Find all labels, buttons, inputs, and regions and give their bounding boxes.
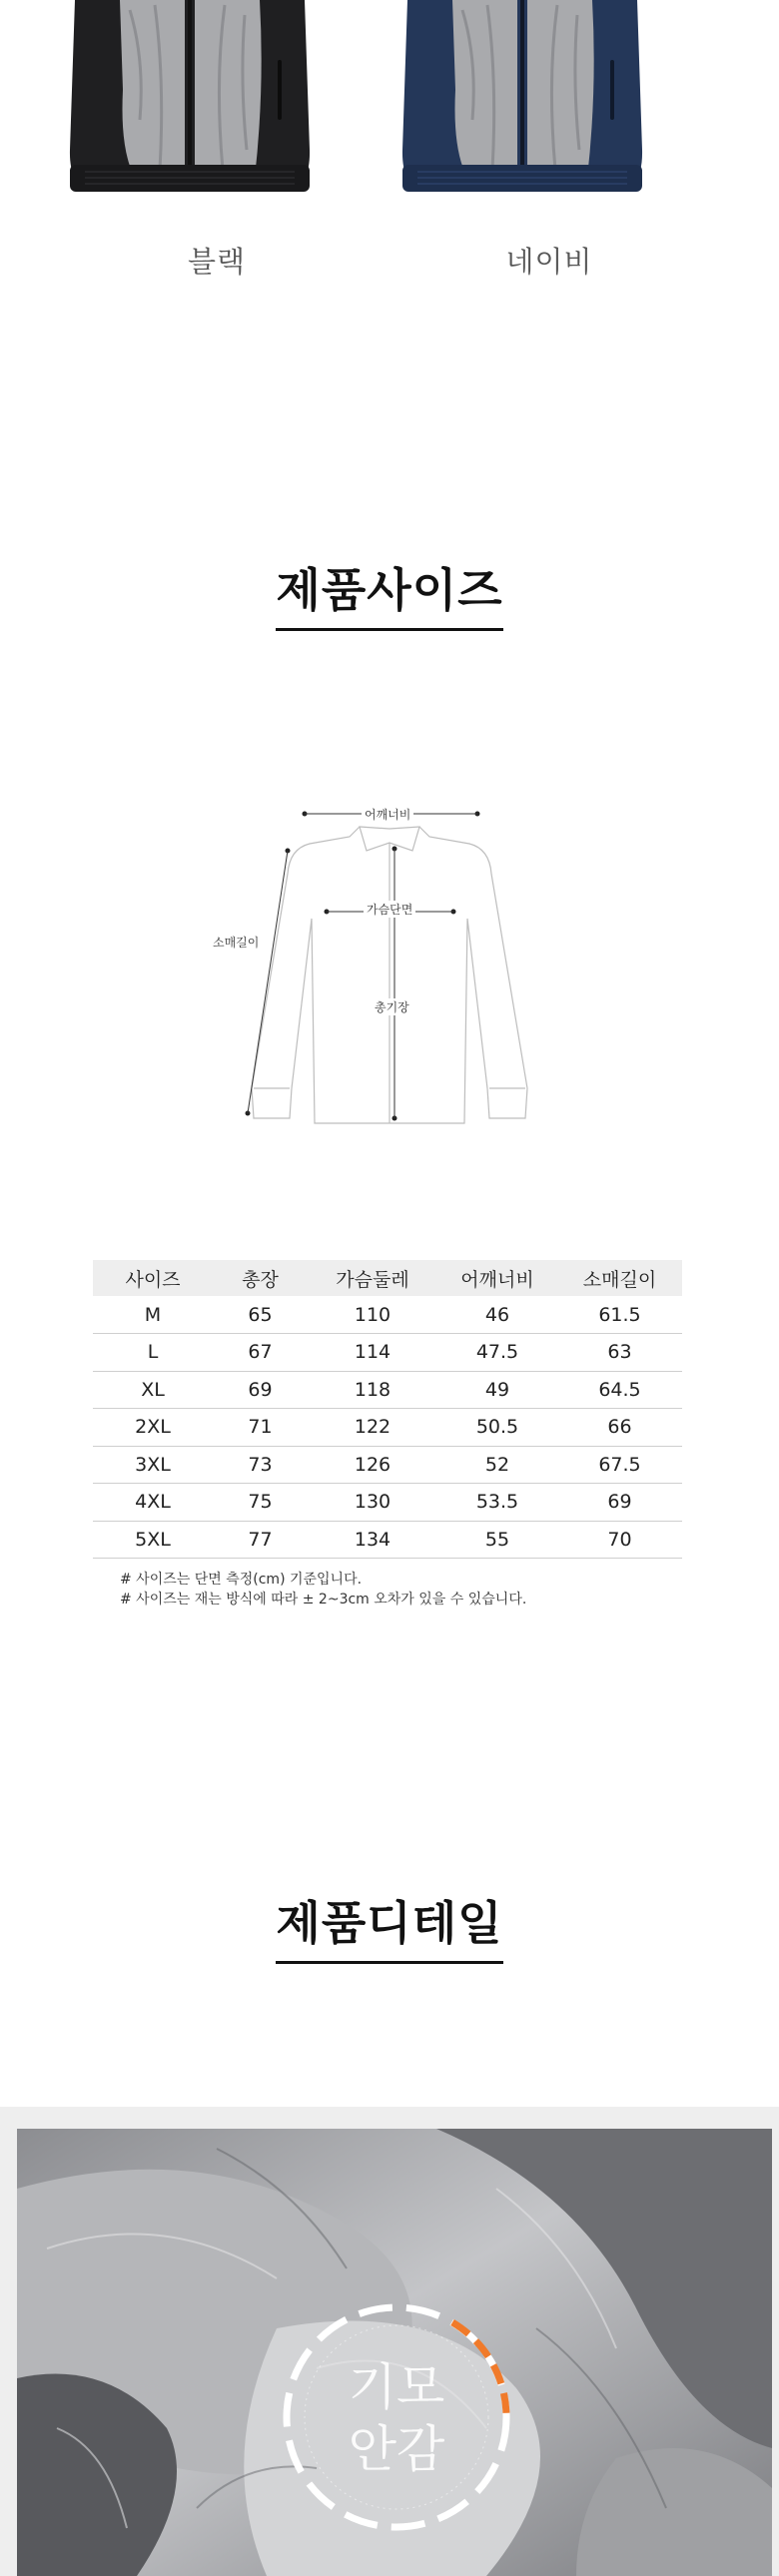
table-cell: 66 bbox=[557, 1409, 682, 1447]
table-cell: 110 bbox=[308, 1296, 437, 1334]
table-row bbox=[93, 1521, 682, 1559]
table-row bbox=[93, 1484, 682, 1522]
table-cell: 52 bbox=[437, 1446, 557, 1484]
table-row bbox=[93, 1334, 682, 1372]
detail-section-title bbox=[0, 1887, 779, 1964]
header-chest: 가슴둘레 bbox=[308, 1260, 437, 1296]
jacket-black-illustration bbox=[65, 0, 315, 200]
color-variants bbox=[0, 0, 779, 300]
detail-title-text: 제품디테일 bbox=[276, 1887, 502, 1964]
color-label-black: 블랙 bbox=[187, 245, 247, 279]
table-cell: 114 bbox=[308, 1334, 437, 1372]
table-cell: 75 bbox=[213, 1484, 308, 1522]
table-row bbox=[93, 1446, 682, 1484]
table-cell: 126 bbox=[308, 1446, 437, 1484]
size-diagram bbox=[200, 789, 579, 1148]
header-size: 사이즈 bbox=[93, 1260, 213, 1296]
size-section-title bbox=[0, 554, 779, 631]
table-cell: 65 bbox=[213, 1296, 308, 1334]
size-title-text: 제품사이즈 bbox=[276, 554, 502, 631]
fleece-lining-badge bbox=[278, 2298, 515, 2536]
header-shoulder: 어깨너비 bbox=[437, 1260, 557, 1296]
header-sleeve: 소매길이 bbox=[557, 1260, 682, 1296]
size-note: # 사이즈는 재는 방식에 따라 ± 2~3cm 오차가 있을 수 있습니다. bbox=[120, 1592, 527, 1608]
badge-line-2: 안감 bbox=[348, 2420, 445, 2478]
table-cell: 77 bbox=[213, 1521, 308, 1559]
table-cell: 53.5 bbox=[437, 1484, 557, 1522]
table-cell: 70 bbox=[557, 1521, 682, 1559]
color-label-navy: 네이비 bbox=[505, 245, 593, 279]
table-row bbox=[93, 1296, 682, 1334]
table-cell: XL bbox=[93, 1371, 213, 1409]
badge-text bbox=[278, 2356, 515, 2480]
table-cell: 67.5 bbox=[557, 1446, 682, 1484]
table-cell: 67 bbox=[213, 1334, 308, 1372]
table-cell: 49 bbox=[437, 1371, 557, 1409]
table-row bbox=[93, 1409, 682, 1447]
table-cell: 118 bbox=[308, 1371, 437, 1409]
table-cell: 122 bbox=[308, 1409, 437, 1447]
table-cell: 46 bbox=[437, 1296, 557, 1334]
table-cell: M bbox=[93, 1296, 213, 1334]
header-total-length: 총장 bbox=[213, 1260, 308, 1296]
diagram-label-chest: 가슴단면 bbox=[364, 901, 415, 918]
jacket-navy-illustration bbox=[397, 0, 647, 200]
size-table-header bbox=[93, 1260, 682, 1296]
table-cell: 47.5 bbox=[437, 1334, 557, 1372]
table-cell: 3XL bbox=[93, 1446, 213, 1484]
table-cell: 71 bbox=[213, 1409, 308, 1447]
table-cell: 50.5 bbox=[437, 1409, 557, 1447]
table-cell: 134 bbox=[308, 1521, 437, 1559]
table-cell: 64.5 bbox=[557, 1371, 682, 1409]
table-cell: 73 bbox=[213, 1446, 308, 1484]
table-cell: 69 bbox=[557, 1484, 682, 1522]
size-note: # 사이즈는 단면 측정(cm) 기준입니다. bbox=[120, 1572, 363, 1588]
table-row bbox=[93, 1371, 682, 1409]
size-table bbox=[93, 1260, 682, 1559]
size-notes bbox=[120, 1570, 526, 1610]
badge-line-1: 기모 bbox=[348, 2358, 445, 2416]
table-cell: 5XL bbox=[93, 1521, 213, 1559]
table-cell: 69 bbox=[213, 1371, 308, 1409]
table-cell: L bbox=[93, 1334, 213, 1372]
diagram-label-shoulder: 어깨너비 bbox=[362, 806, 413, 823]
table-cell: 55 bbox=[437, 1521, 557, 1559]
jacket-black-image bbox=[65, 0, 315, 200]
table-cell: 2XL bbox=[93, 1409, 213, 1447]
table-cell: 4XL bbox=[93, 1484, 213, 1522]
diagram-label-sleeve: 소매길이 bbox=[210, 934, 262, 951]
table-cell: 63 bbox=[557, 1334, 682, 1372]
shirt-outline-diagram bbox=[200, 789, 579, 1148]
table-cell: 61.5 bbox=[557, 1296, 682, 1334]
table-cell: 130 bbox=[308, 1484, 437, 1522]
jacket-navy-image bbox=[397, 0, 647, 200]
diagram-label-length: 총기장 bbox=[372, 998, 412, 1015]
